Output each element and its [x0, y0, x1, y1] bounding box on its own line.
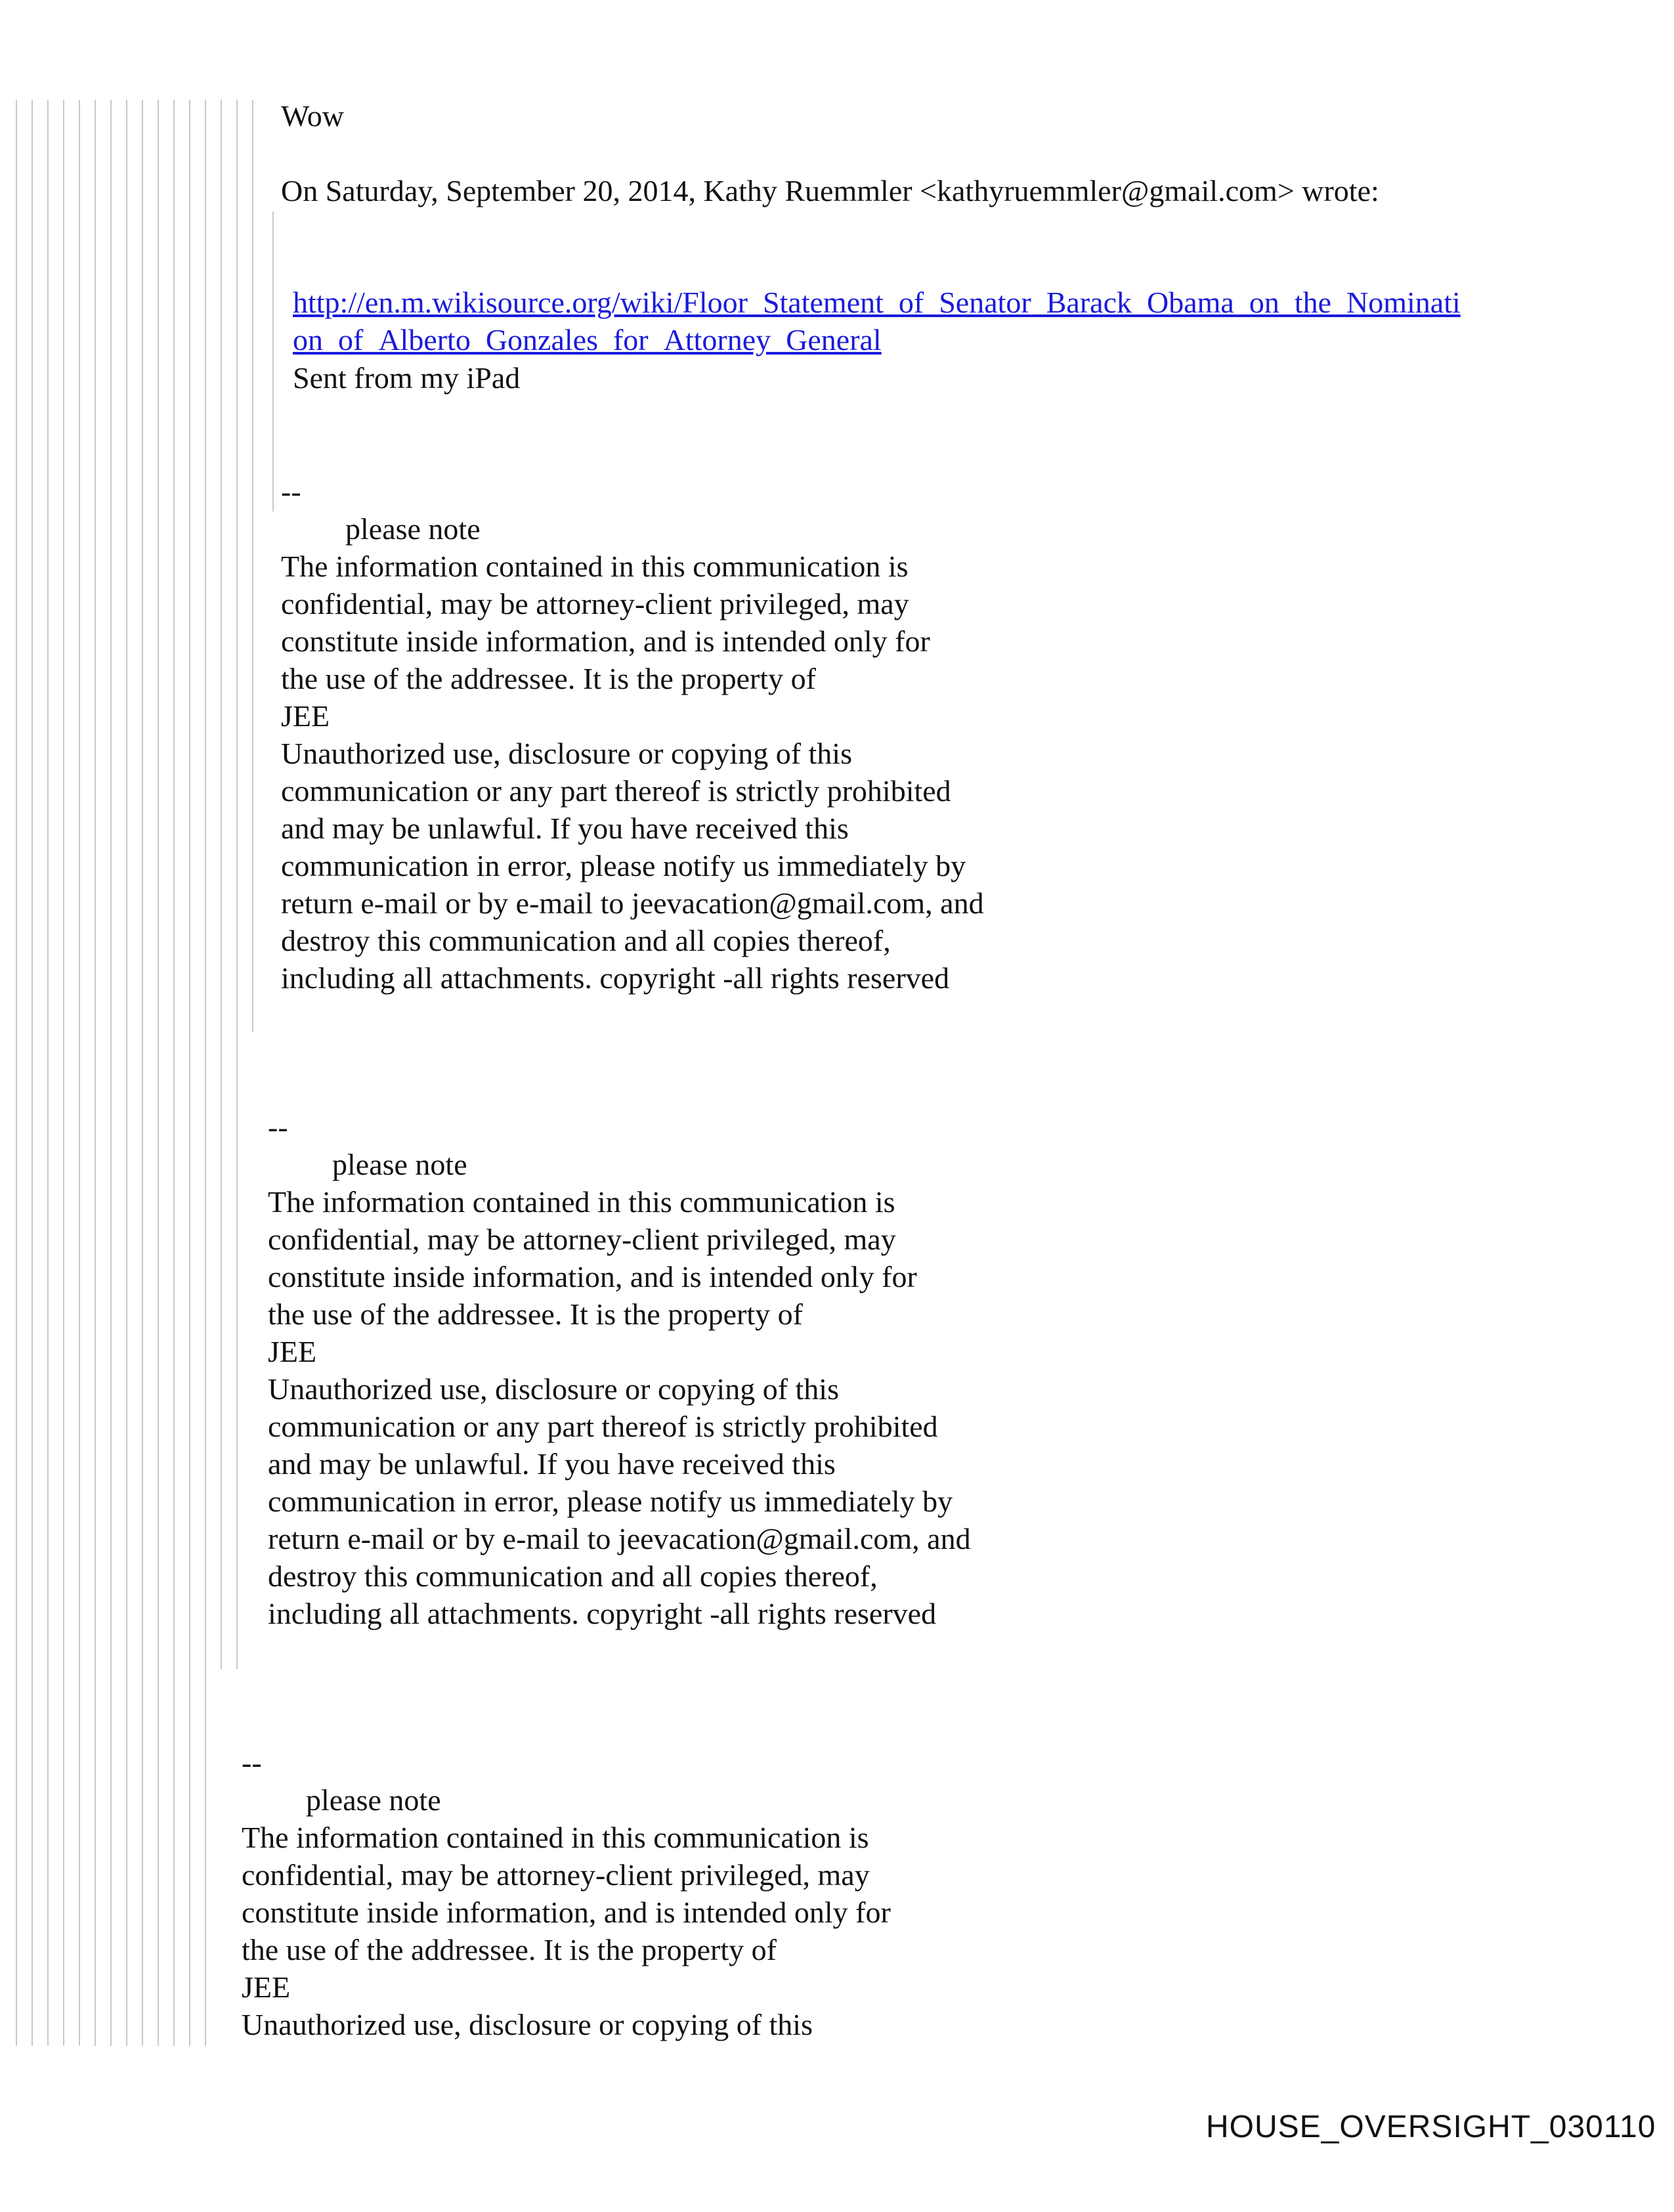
bates-stamp: HOUSE_OVERSIGHT_030110 [1206, 2110, 1656, 2144]
disclaimer-line: communication or any part thereof is strictly prohibited [268, 1410, 938, 1443]
link-line[interactable]: on_of_Alberto_Gonzales_for_Attorney_General [293, 323, 882, 357]
disclaimer-line: confidential, may be attorney-client privileged, may [268, 1223, 896, 1256]
quote-bar [252, 100, 253, 1032]
quote-bar [158, 100, 159, 2046]
quote-bar [126, 100, 127, 2046]
quote-bar [47, 100, 49, 2046]
reply-text: Wow [281, 99, 344, 133]
disclaimer-line: JEE [268, 1335, 317, 1368]
disclaimer-line: constitute inside information, and is intended only for [242, 1896, 891, 1929]
quote-bar [79, 100, 80, 2046]
disclaimer-block [281, 473, 984, 997]
disclaimer-line: constitute inside information, and is intended only for [268, 1260, 917, 1293]
disclaimer-heading: please note [306, 1783, 441, 1817]
disclaimer-line: communication in error, please notify us immediately by [268, 1485, 953, 1518]
disclaimer-line: The information contained in this communication is [281, 550, 909, 583]
quote-bar [173, 100, 175, 2046]
disclaimer-line: the use of the addressee. It is the property of [268, 1297, 803, 1331]
disclaimer-line: Unauthorized use, disclosure or copying of this [281, 737, 852, 770]
quote-bar [205, 100, 206, 2046]
signature-separator: -- [242, 1746, 262, 1779]
quote-bar [95, 100, 96, 2046]
quote-bar [16, 100, 17, 2046]
disclaimer-line: confidential, may be attorney-client privileged, may [242, 1858, 870, 1892]
disclaimer-line: and may be unlawful. If you have received this [281, 812, 849, 845]
signature-separator: -- [281, 475, 301, 508]
disclaimer-line: the use of the addressee. It is the property of [281, 662, 816, 695]
quote-bar [236, 100, 238, 1669]
disclaimer-line: The information contained in this communication is [242, 1821, 869, 1854]
disclaimer-line: Unauthorized use, disclosure or copying of this [268, 1372, 839, 1406]
disclaimer-line: constitute inside information, and is intended only for [281, 624, 930, 658]
disclaimer-line: The information contained in this communication is [268, 1185, 895, 1219]
disclaimer-line: and may be unlawful. If you have received this [268, 1447, 836, 1481]
quote-bar [142, 100, 143, 2046]
disclaimer-line: destroy this communication and all copies thereof, [268, 1559, 878, 1593]
quote-bar [272, 211, 274, 511]
disclaimer-line: the use of the addressee. It is the property of [242, 1933, 777, 1966]
quote-attribution: On Saturday, September 20, 2014, Kathy Ruemmler <kathyruemmler@gmail.com> wrote: [281, 174, 1379, 207]
disclaimer-line: destroy this communication and all copies thereof, [281, 924, 891, 957]
link-line[interactable]: http://en.m.wikisource.org/wiki/Floor_Statement_of_Senator_Barack_Obama_on_the_Nominati [293, 286, 1461, 319]
disclaimer-line: JEE [242, 1970, 291, 2004]
disclaimer-block [242, 1744, 891, 2043]
quote-bar [32, 100, 33, 2046]
quote-bar [189, 100, 190, 2046]
disclaimer-line: Unauthorized use, disclosure or copying of this [242, 2008, 813, 2041]
disclaimer-heading: please note [345, 512, 481, 546]
sent-from-signature: Sent from my iPad [293, 361, 521, 395]
signature-separator: -- [268, 1110, 288, 1144]
disclaimer-line: return e-mail or by e-mail to jeevacation@gmail.com, and [268, 1522, 971, 1555]
quote-bar [63, 100, 64, 2046]
disclaimer-line: communication in error, please notify us immediately by [281, 849, 966, 882]
disclaimer-line: JEE [281, 699, 330, 733]
disclaimer-heading: please note [332, 1148, 467, 1181]
quote-bar [110, 100, 112, 2046]
disclaimer-line: confidential, may be attorney-client privileged, may [281, 587, 909, 620]
disclaimer-block [268, 1108, 971, 1632]
quote-bar [221, 100, 222, 1669]
disclaimer-line: return e-mail or by e-mail to jeevacation@gmail.com, and [281, 886, 984, 920]
disclaimer-line: communication or any part thereof is strictly prohibited [281, 774, 951, 808]
disclaimer-line: including all attachments. copyright -all rights reserved [281, 961, 950, 995]
disclaimer-line: including all attachments. copyright -all rights reserved [268, 1597, 937, 1630]
